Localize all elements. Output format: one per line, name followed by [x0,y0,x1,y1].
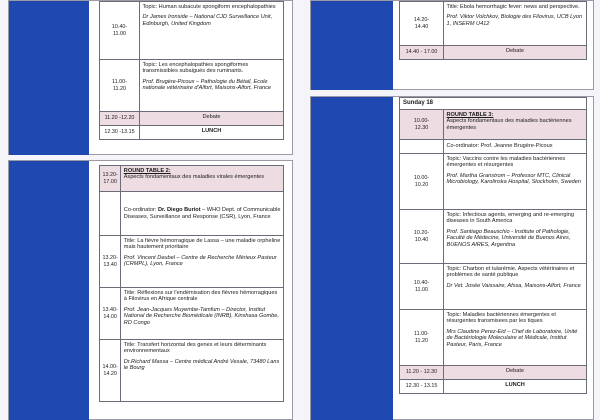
round-table-cell [444,110,587,140]
table-row [400,210,587,264]
debate-label: Debate [140,112,284,126]
time-cell: 10.00- 12.30 [400,110,444,140]
lunch-label: LUNCH [140,126,284,140]
table-row [100,288,284,340]
talk-topic: Topic: Vaccins contre les maladies bactériennes émergentes et résurgentes [446,155,566,169]
accent-bar [9,161,89,420]
talk-speaker: Dr James Ironside – National CJD Surveillance Unit, Edinburgh, United Kingdom [142,14,273,27]
left-page-bottom [8,160,293,420]
talk-speaker: Prof. Viktor Volchkov, Biologie des Filovirus, UCB Lyon 1, INSERM U412 [446,14,583,27]
round-table-title: ROUND TABLE 2: [123,167,171,174]
time-cell: 14.40 - 17.00 [400,46,444,60]
left-page-top [8,0,293,155]
talk-cell [121,236,284,288]
day-heading: Sunday 18 [400,98,587,110]
time-cell: 14.00- 14.20 [100,340,121,402]
time-cell: 13.20- 13.40 [100,236,121,288]
debate-label: Debate [444,366,587,380]
lunch-row [400,380,587,394]
table-row [100,236,284,288]
time-cell: 13.40- 14.00 [100,288,121,340]
time-cell: 14.20- 14.40 [400,2,444,46]
talk-speaker: Prof. Brugère-Picoux – Pathologie du Bétail, Ecole nationale vétérinaire d'Alfort, Maisons-Alfort, France [142,78,272,92]
table-row [100,340,284,402]
talk-cell [140,2,284,60]
talk-topic: Title: Transfert horizontal des genes et leurs déterminants environnementaux [123,341,267,355]
talk-speaker: Prof. Martha Granstrom – Professor MTC, Clinical Microbiology, Karolinska Hospital, Stockholm, Sweden [446,172,582,186]
talk-topic: Topic: Charbon et tularémie. Aspects vétérinaires et problèmes de santé publique [446,265,575,279]
empty-cell [400,140,444,154]
coordinator-cell: Co-ordinator: Prof. Jeanne Brugère-Picoux [444,140,587,154]
table-row [400,264,587,310]
talk-topic: Topic: Maladies bactériennes émergentes et résurgentes transmisees par les tiques [446,311,556,325]
talk-topic: Title: Ebola hemorrhagic fever: news and perspective. [446,3,580,10]
time-cell: 11.00- 11.20 [400,310,444,366]
round-table-cell [121,166,284,192]
round-table-row [100,166,284,192]
talk-speaker: Prof. Vincent Deubel – Centre de Recherche Mérieux Pasteur (CRMPL), Lyon, France [123,254,277,268]
time-cell: 11.20 - 12.30 [400,366,444,380]
schedule-table [399,1,587,60]
table-row [400,2,587,46]
talk-speaker: Mrs Claudine Perez-Eid – Chef de Laboratoire, Unité de Bactériologie Moleculaire et Médicale, Institut Pasteur, Paris, France [446,328,578,348]
empty-cell [100,192,121,236]
talk-cell [444,210,587,264]
debate-row [100,112,284,126]
lunch-row [100,126,284,140]
time-cell: 10.00- 10.20 [400,154,444,210]
coordinator-row [100,192,284,236]
lunch-label: LUNCH [444,380,587,394]
talk-speaker: Dr.Richard Massa – Centre médical André Vesale, 73480 Lans le Bourg [123,358,280,372]
debate-row [400,46,587,60]
talk-cell [444,2,587,46]
round-table-desc: Aspects fondamentaux des maladies virales émergentes [123,174,265,181]
coordinator-row [400,140,587,154]
talk-speaker: Prof. Santiago Beauschio - Institute of Pathologie, Faculté de Médecine, Université de Buenos Aires, BUENOS AIRES, Argentina [446,228,571,248]
table-row [100,60,284,112]
talk-cell [121,288,284,340]
right-page-bottom [310,96,594,420]
talk-cell [121,340,284,402]
debate-label: Debate [444,46,587,60]
schedule-table [99,1,284,140]
time-cell: 12.30 - 13.15 [400,380,444,394]
talk-cell [444,154,587,210]
accent-bar [311,97,393,420]
time-cell: 11.20 -12.20 [100,112,140,126]
talk-cell [140,60,284,112]
schedule-table [99,165,284,402]
time-cell: 13.20- 17.00 [100,166,121,192]
talk-topic: Topic: Infectious agents, emerging and re-emerging diseases in South America [446,211,574,225]
round-table-title: ROUND TABLE 3: [446,111,494,118]
talk-topic: Topic: Human subacute spongiform encephalopathies [142,3,276,10]
round-table-desc: Aspects fondamentaux des maladies bactériennes émergentes [446,118,572,131]
talk-topic: Topic: Les encephalopathies spongiformes transmissibles subaigués des ruminants. [142,61,249,75]
table-row [400,310,587,366]
time-cell: 10.20- 10.40 [400,210,444,264]
talk-speaker: Dr Vet. Josée Vaissaire, Afssa, Maisons-Alfort, France [446,282,581,289]
time-cell: 12.30 -13.15 [100,126,140,140]
talk-topic: Title: Réflexions sur l'endémisation des fièvres hémorragiques à Filovirus en Afrique centrale [123,289,278,303]
table-row [400,154,587,210]
time-cell: 10.40- 11.00 [400,264,444,310]
round-table-row [400,110,587,140]
talk-speaker: Prof. Jean-Jacques Muyembe-Tamfum – Director, Institut National de Recherche Biomédicale (INRB), Kinshasa Gombe, RD Congo [123,306,279,326]
schedule-table [399,97,587,394]
right-page-top [310,0,594,90]
table-row [100,2,284,60]
time-cell: 10.40- 11.00 [100,2,140,60]
day-row [400,98,587,110]
coordinator-cell: Co-ordinator: Dr. Diego Buriot – WHO Dept. of Communicable Diseases, Surveillance and Response (CSR), Lyon, France [121,192,284,236]
accent-bar [311,1,393,90]
talk-cell [444,310,587,366]
talk-cell [444,264,587,310]
talk-topic: Title: La fièvre hémorragique de Lassa – une maladie orpheline mais hautement prioritaire [123,237,281,251]
debate-row [400,366,587,380]
accent-bar [9,1,89,155]
time-cell: 11.00- 11.20 [100,60,140,112]
